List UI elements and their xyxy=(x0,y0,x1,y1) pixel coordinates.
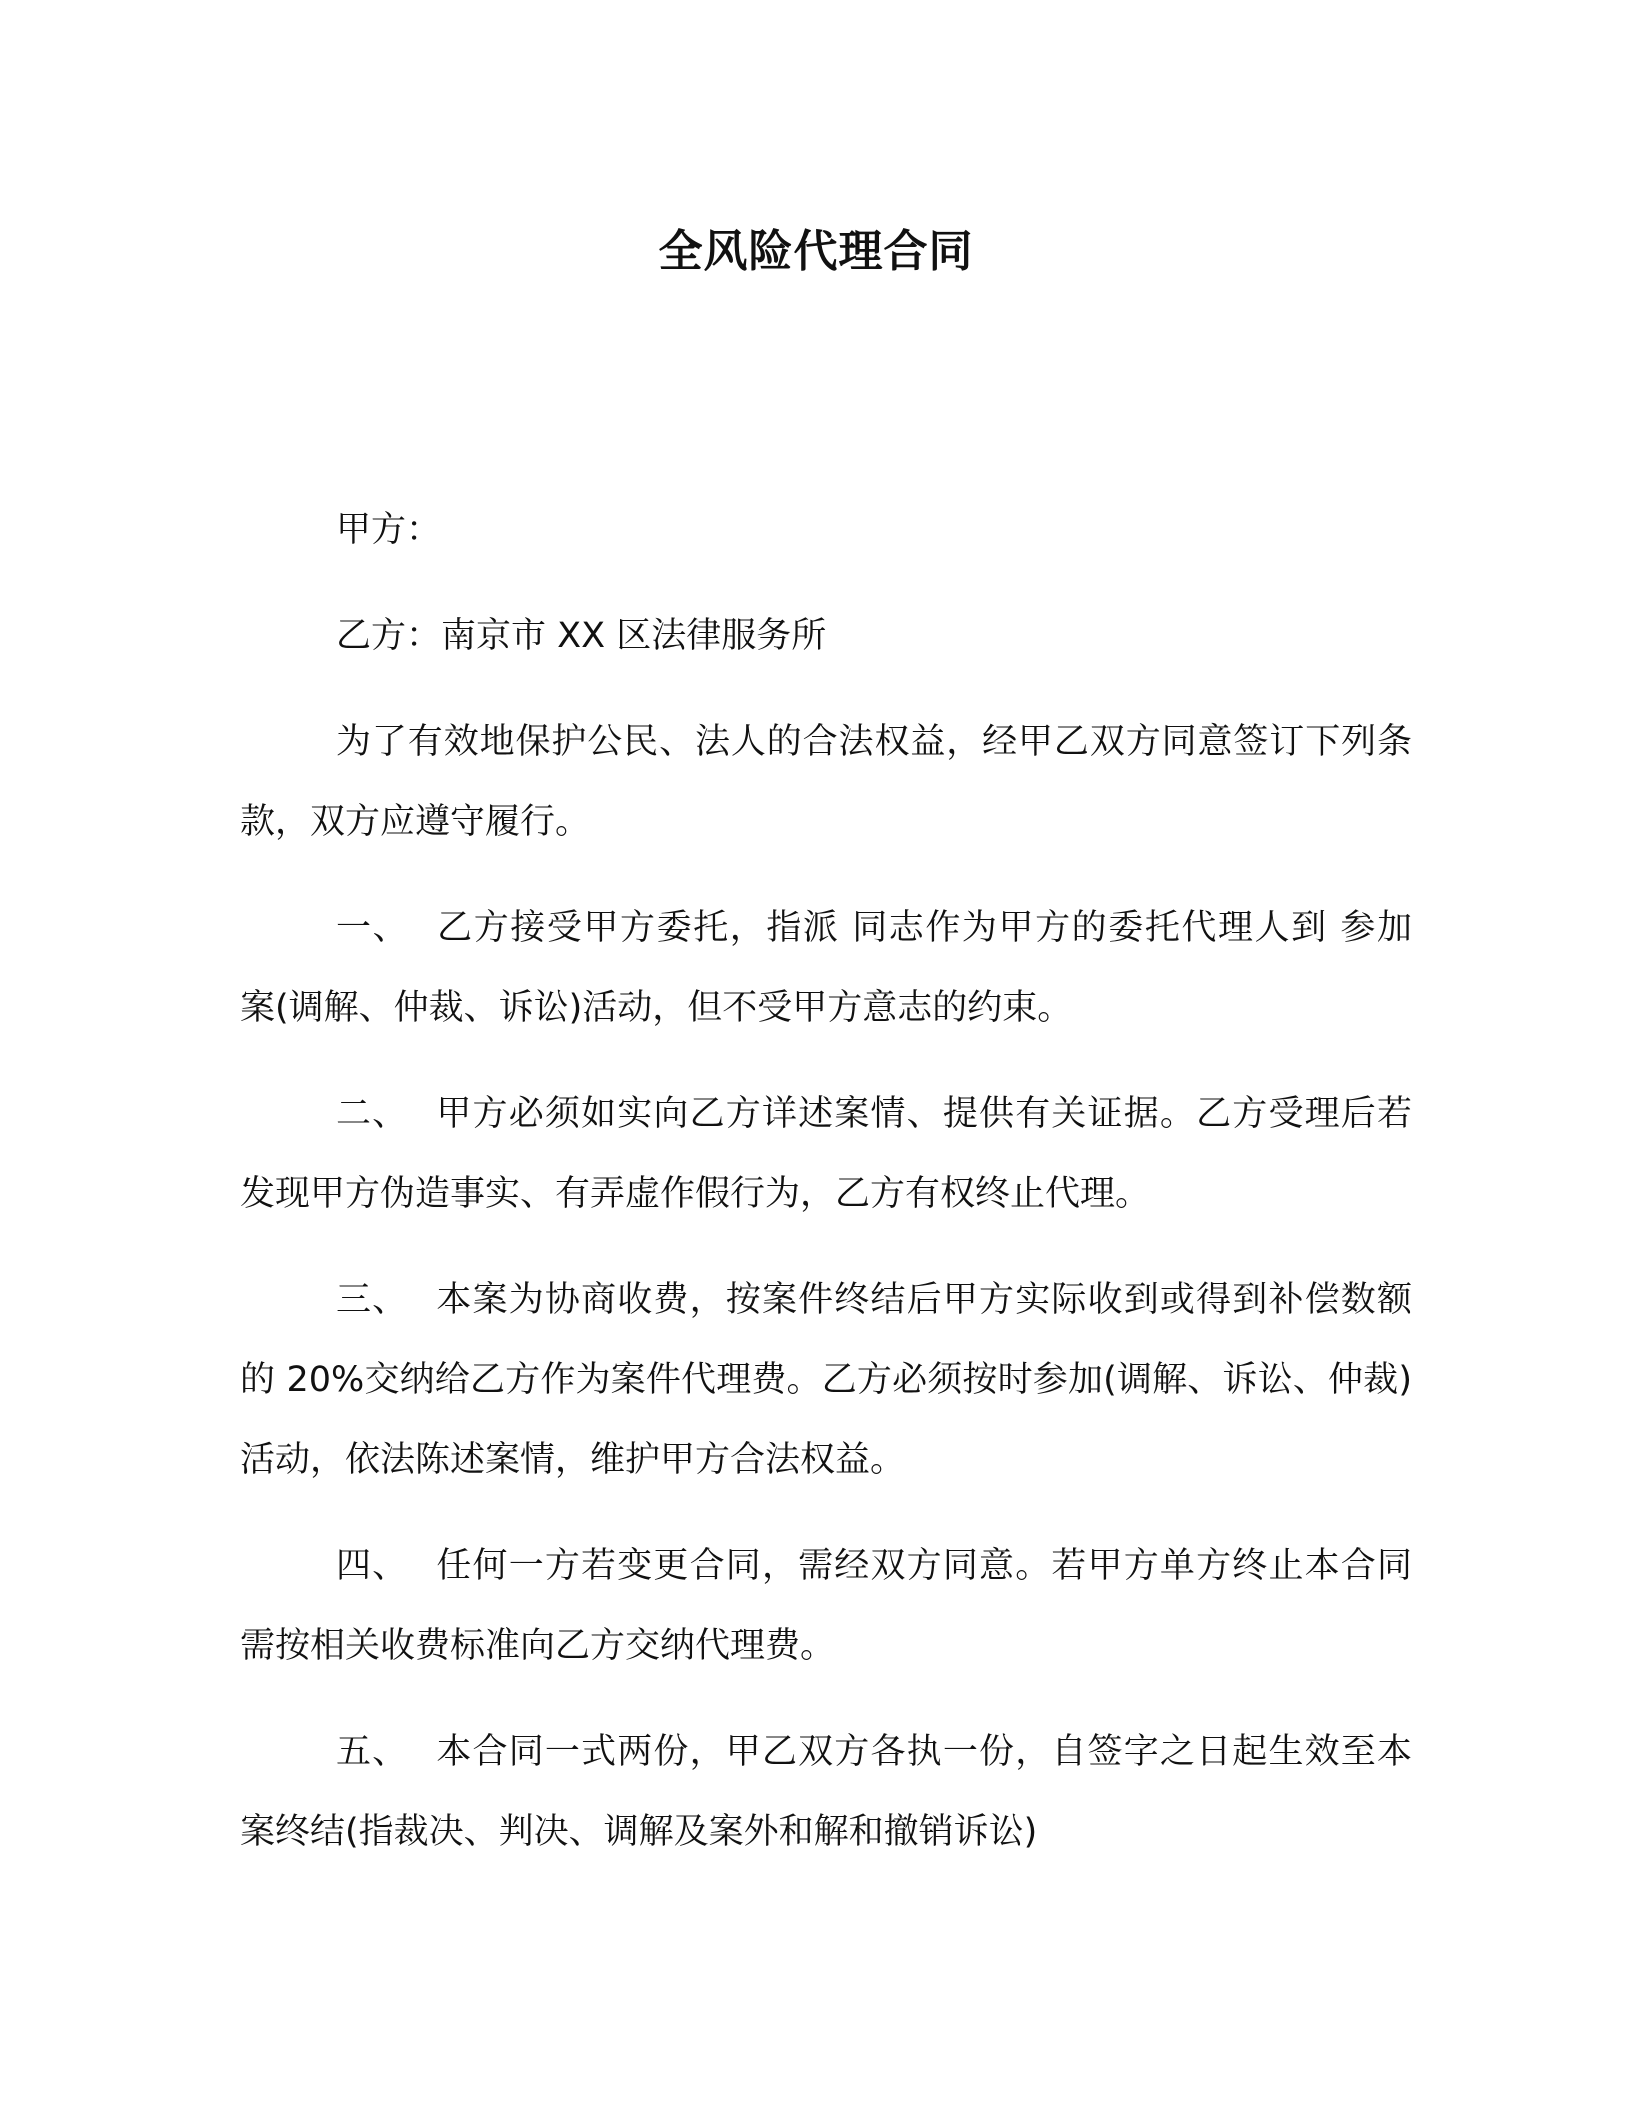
clause-2 xyxy=(240,1074,1412,1234)
clause-text: 任何一方若变更合同，需经双方同意。若甲方单方终止本合同需按相关收费标准向乙方交纳代理费。 xyxy=(240,1546,1412,1666)
clause-1 xyxy=(240,888,1412,1048)
document-title: 全风险代理合同 xyxy=(658,226,974,277)
party-b-line: 乙方：南京市 XX 区法律服务所 xyxy=(336,616,827,656)
clause-number: 五、 xyxy=(336,1732,409,1772)
party-a-line: 甲方： xyxy=(336,510,442,550)
clause-5 xyxy=(240,1712,1412,1872)
preamble-paragraph: 为了有效地保护公民、法人的合法权益，经甲乙双方同意签订下列条款，双方应遵守履行。 xyxy=(240,722,1412,842)
clause-3 xyxy=(240,1260,1412,1500)
clause-number: 一、 xyxy=(336,908,410,948)
clause-number: 四、 xyxy=(336,1546,409,1586)
clause-number: 二、 xyxy=(336,1094,409,1134)
clause-text: 乙方接受甲方委托，指派 同志作为甲方的委托代理人到 参加 案(调解、仲裁、诉讼)活动，但不受甲方意志的约束。 xyxy=(240,908,1412,1028)
clause-number: 三、 xyxy=(336,1280,409,1320)
clause-text: 本合同一式两份，甲乙双方各执一份，自签字之日起生效至本案终结(指裁决、判决、调解及案外和解和撤销诉讼) xyxy=(240,1732,1412,1852)
clause-text: 甲方必须如实向乙方详述案情、提供有关证据。乙方受理后若发现甲方伪造事实、有弄虚作假行为，乙方有权终止代理。 xyxy=(240,1094,1412,1214)
clause-4 xyxy=(240,1526,1412,1686)
document-body xyxy=(240,490,1412,1898)
clause-text: 本案为协商收费，按案件终结后甲方实际收到或得到补偿数额的 20%交纳给乙方作为案件代理费。乙方必须按时参加(调解、诉讼、仲裁)活动，依法陈述案情，维护甲方合法权益。 xyxy=(240,1280,1412,1480)
